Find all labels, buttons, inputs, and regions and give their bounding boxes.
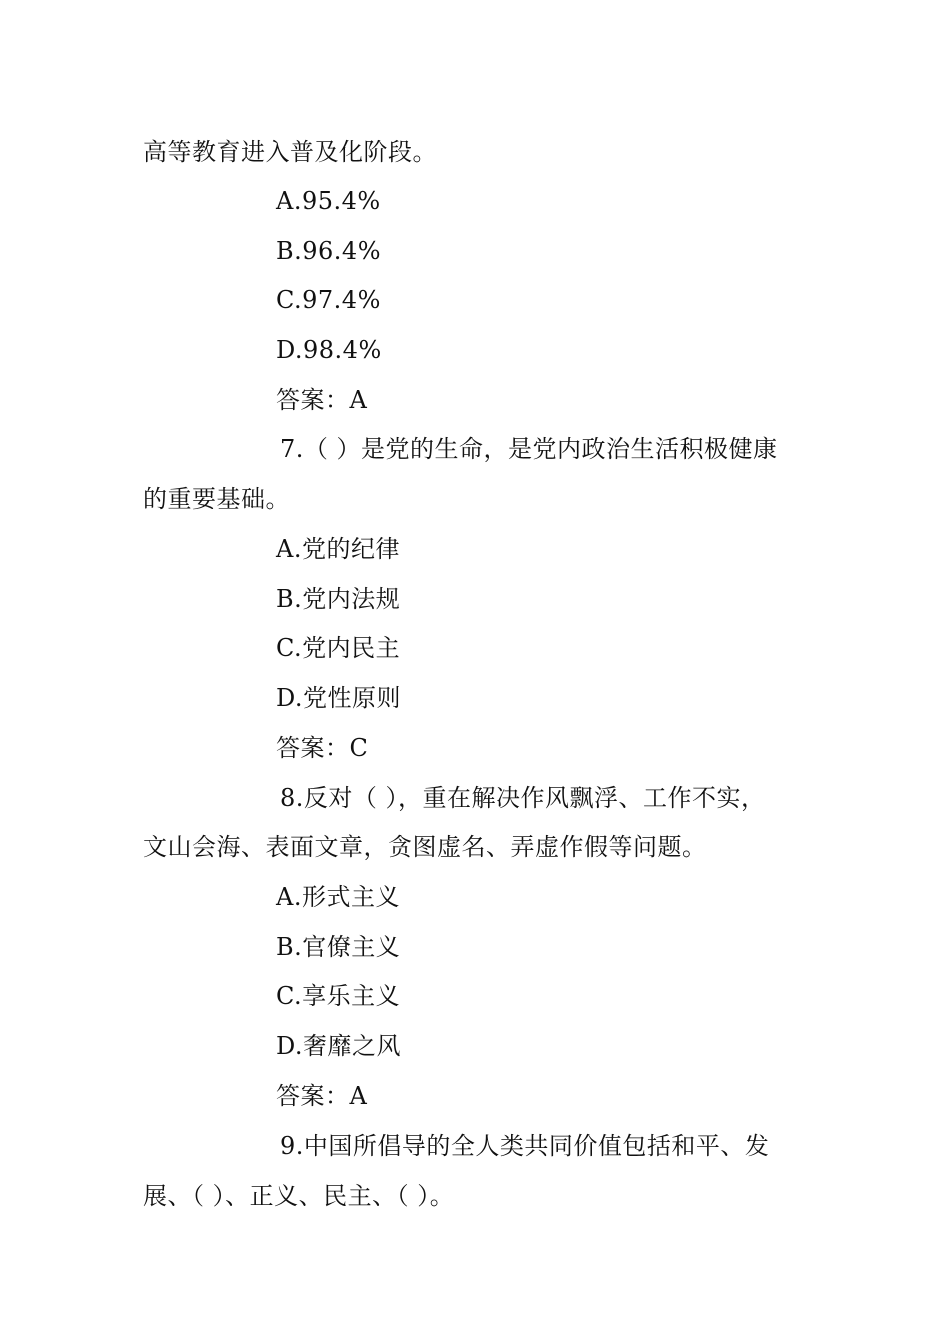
question-7-option-a: A.党的纪律 bbox=[276, 535, 400, 563]
question-8-option-c: C.享乐主义 bbox=[276, 982, 401, 1010]
question-6-option-b: B.96.4% bbox=[276, 237, 382, 265]
question-9-text: 9.中国所倡导的全人类共同价值包括和平、发 bbox=[280, 1132, 770, 1160]
question-8-option-b: B.官僚主义 bbox=[276, 933, 401, 961]
question-7-answer: 答案：C bbox=[276, 734, 369, 762]
question-7-option-b: B.党内法规 bbox=[276, 585, 401, 613]
question-7-text-continued: 的重要基础。 bbox=[143, 485, 290, 513]
question-8-option-a: A.形式主义 bbox=[276, 883, 400, 911]
question-6-option-a: A.95.4% bbox=[276, 187, 381, 215]
question-7-option-c: C.党内民主 bbox=[276, 634, 401, 662]
question-9-text-continued: 展、（ ）、正义、民主、（ ）。 bbox=[143, 1182, 455, 1210]
question-7-option-d: D.党性原则 bbox=[276, 684, 402, 712]
question-8-text: 8.反对（ ），重在解决作风飘浮、工作不实， bbox=[280, 784, 766, 812]
question-6-option-c: C.97.4% bbox=[276, 286, 381, 314]
question-8-text-continued: 文山会海、表面文章，贪图虚名、弄虚作假等问题。 bbox=[143, 833, 707, 861]
question-8-option-d: D.奢靡之风 bbox=[276, 1032, 402, 1060]
question-6-answer: 答案：A bbox=[276, 386, 368, 414]
question-8-answer: 答案：A bbox=[276, 1082, 368, 1110]
question-6-option-d: D.98.4% bbox=[276, 336, 382, 364]
question-6-text-end: 高等教育进入普及化阶段。 bbox=[143, 138, 437, 166]
question-7-text: 7.（ ）是党的生命，是党内政治生活积极健康 bbox=[280, 435, 778, 463]
